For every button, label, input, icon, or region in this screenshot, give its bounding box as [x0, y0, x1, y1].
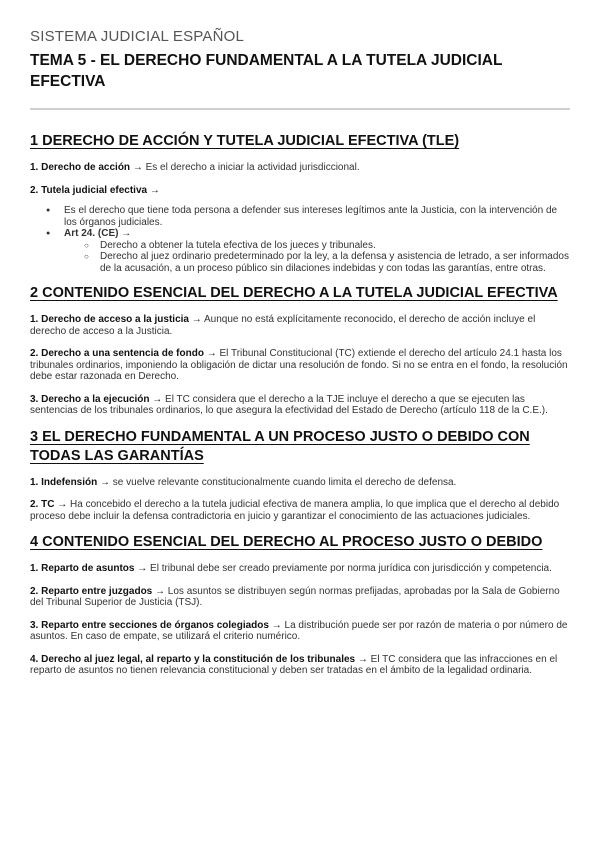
paragraph	[30, 348, 570, 383]
paragraph	[30, 499, 570, 522]
paragraph	[30, 477, 570, 489]
paragraph-text: La distribución puede ser por razón de materia o por número de asuntos. En caso de empate, se utilizará el criterio numérico.	[30, 619, 568, 642]
paragraph-text: Aunque no está explícitamente reconocido, el derecho de acción incluye el derecho de acceso a la Justicia.	[30, 314, 536, 337]
paragraph-label: 2. Reparto entre juzgados →	[30, 585, 166, 597]
paragraph	[30, 563, 570, 575]
section-2	[30, 284, 570, 417]
sub-bullet-list	[64, 240, 570, 275]
bullet-list	[30, 205, 570, 274]
paragraph-label: 2. TC →	[30, 499, 68, 510]
paragraph-text: Los asuntos se distribuyen según normas prefijadas, aprobadas por la Sala de Gobierno del Tribunal Superior de Justicia (TSJ).	[30, 585, 560, 608]
paragraph-text: se vuelve relevante constitucionalmente cuando limita el derecho de defensa.	[110, 476, 457, 488]
section-1	[30, 132, 570, 274]
paragraph	[30, 586, 570, 609]
section-3	[30, 428, 570, 523]
list-item	[30, 228, 570, 274]
paragraph-label: 2. Tutela judicial efectiva →	[30, 184, 160, 196]
section-1-heading: 1 DERECHO DE ACCIÓN Y TUTELA JUDICIAL EFECTIVA (TLE)	[30, 133, 460, 149]
page-title: TEMA 5 - EL DERECHO FUNDAMENTAL A LA TUTELA JUDICIAL EFECTIVA	[30, 52, 503, 90]
paragraph-label: 1. Indefensión →	[30, 476, 111, 488]
paragraph	[30, 394, 570, 417]
paragraph	[30, 620, 570, 643]
paragraph-label: 1. Reparto de asuntos →	[30, 563, 148, 574]
subject-title: SISTEMA JUDICIAL ESPAÑOL	[30, 28, 245, 45]
paragraph-label: 2. Derecho a una sentencia de fondo →	[30, 348, 217, 359]
paragraph-text: El TC considera que las infracciones en el reparto de asuntos no tienen relevancia constitucional y deben ser tratadas en el ámbito de la legalidad ordinaria.	[30, 653, 558, 676]
paragraph-text: El TC considera que el derecho a la TJE incluye el derecho a que se ejecuten las sentencias de los tribunales ordinarios, lo que asegura la efectividad del Estado de Derecho (artículo 118 de la C.E.).	[30, 393, 548, 416]
section-2-heading: 2 CONTENIDO ESENCIAL DEL DERECHO A LA TUTELA JUDICIAL EFECTIVA	[30, 285, 558, 301]
paragraph-label: 3. Reparto entre secciones de órganos colegiados →	[30, 619, 282, 631]
list-item: ● Es el derecho que tiene toda persona a defender sus intereses legítimos ante la Justicia, con la intervención de los órganos judiciales.	[30, 205, 570, 228]
sub-list-item: ○ Derecho a obtener la tutela efectiva de los jueces y tribunales.	[64, 240, 570, 252]
paragraph-label: 1. Derecho de acceso a la justicia →	[30, 314, 202, 325]
paragraph-text: Es el derecho a iniciar la actividad jurisdiccional.	[142, 162, 360, 173]
paragraph-text: El Tribunal Constitucional (TC) extiende el derecho del artículo 24.1 hasta los tribunales ordinarios, imponiendo la obligación de dictar una resolución de fondo. Si no se entra en el fondo, la resolución debe estar razonada en Derecho.	[30, 348, 568, 382]
paragraph	[30, 185, 570, 197]
paragraph-label: 1. Derecho de acción →	[30, 162, 143, 173]
sub-list-item: ○ Derecho al juez ordinario predeterminado por la ley, a la defensa y asistencia de letrado, a ser informados de la acusación, a un proceso público sin dilaciones indebidas y con todas las garantías, entre otras.	[64, 251, 570, 274]
paragraph-text: El tribunal debe ser creado previamente por norma jurídica con jurisdicción y competencia.	[147, 563, 552, 574]
paragraph	[30, 162, 570, 174]
divider	[30, 108, 570, 110]
section-4-heading: 4 CONTENIDO ESENCIAL DEL DERECHO AL PROCESO JUSTO O DEBIDO	[30, 534, 543, 550]
section-4	[30, 533, 570, 677]
paragraph-label: 3. Derecho a la ejecución →	[30, 393, 163, 405]
paragraph-text: Ha concebido el derecho a la tutela judicial efectiva de manera amplia, lo que implica que el derecho al debido proceso debe incluir la defensa contradictoria en juicio y garantizar el conocimiento de las actuaciones judiciales.	[30, 499, 560, 522]
paragraph-label: 4. Derecho al juez legal, al reparto y la constitución de los tribunales →	[30, 653, 368, 665]
paragraph	[30, 314, 570, 337]
paragraph	[30, 654, 570, 677]
section-3-heading: 3 EL DERECHO FUNDAMENTAL A UN PROCESO JUSTO O DEBIDO CON TODAS LAS GARANTÍAS	[30, 428, 530, 464]
list-item-label: Art 24. (CE) →	[64, 228, 132, 239]
